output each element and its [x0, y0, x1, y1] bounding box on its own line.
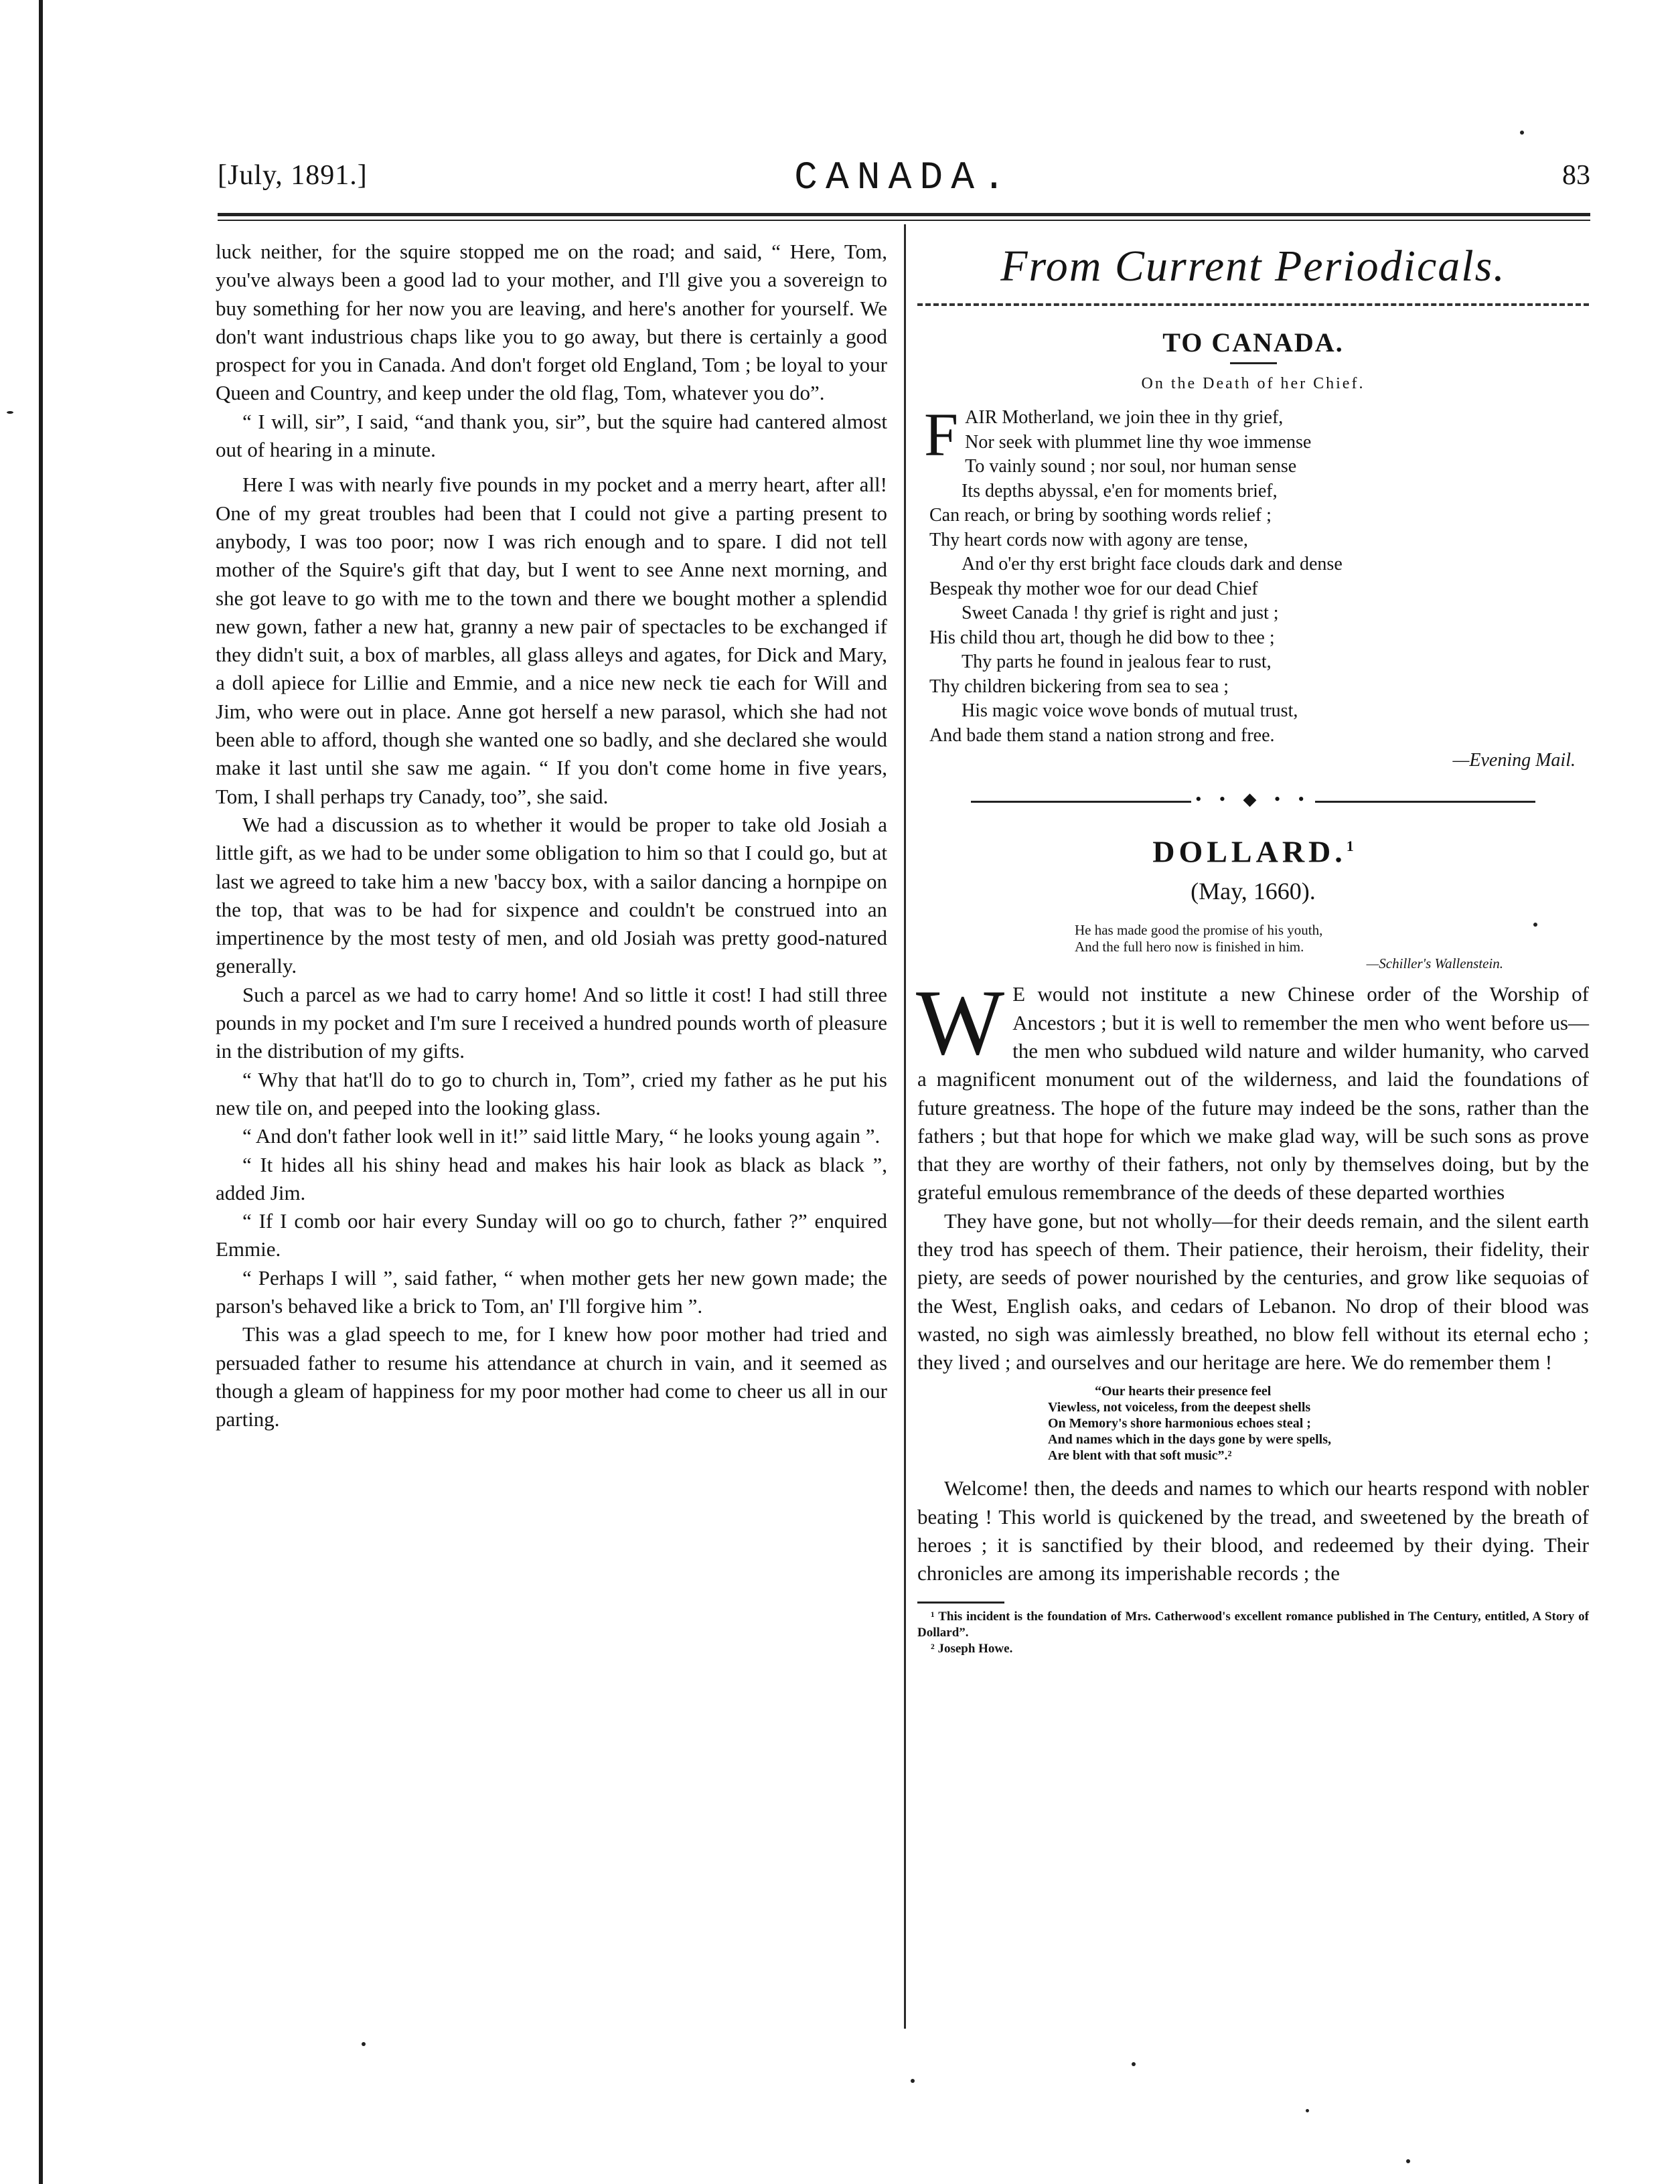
drop-cap: F: [924, 400, 959, 469]
paragraph: “ I will, sir”, I said, “and thank you, sir”, but the squire had cantered almost out of hearing in a minute.: [216, 409, 887, 462]
paragraph: “ And don't father look well in it!” said little Mary, “ he looks young again ”.: [242, 1124, 881, 1148]
article-paragraph-text: E would not institute a new Chinese order of the Worship of Ancestors ; but it is well to remember the men who went before us—the men who subdued wild nature and wilder humanity, who carved a magnificent monument out of the wilderness, and laid the foundations of future greatness. The hope of the future may indeed be the sons, rather than the fathers ; but that hope for which we make glad way, will be such sons as prove that they are worthy of their fathers, not only by themselves doing, but by the grateful emulous remembrance of the deeds of these departed worthies: [917, 982, 1589, 1204]
poem: [917, 400, 1589, 748]
article-title: [917, 827, 1589, 871]
poem-line: His magic voice wove bonds of mutual trust,: [962, 700, 1298, 721]
epigraph-source: —Schiller's Wallenstein.: [1366, 955, 1503, 972]
scan-speck: [362, 2042, 366, 2046]
poem-line: Bespeak thy mother woe for our dead Chief: [929, 578, 1258, 599]
scan-speck: [1406, 2159, 1410, 2163]
poem-source: —Evening Mail.: [1452, 750, 1576, 771]
section-heading: From Current Periodicals.: [1000, 242, 1506, 291]
paragraph: “ If I comb oor hair every Sunday will oo go to church, father ?” enquired Emmie.: [216, 1209, 887, 1261]
ornamental-rule: [971, 789, 1535, 812]
page-number: 83: [1562, 160, 1590, 191]
column-divider: [904, 224, 906, 2029]
article-paragraph: [916, 971, 1589, 1206]
drop-cap: W: [916, 971, 1005, 1075]
epigraph-line: And the full hero now is finished in him.: [1075, 939, 1304, 955]
paragraph: Such a parcel as we had to carry home! And so little it cost! I had still three pounds in my pocket and I'm sure I received a hundred pounds worth of pleasure in the distribution of my gifts.: [216, 982, 887, 1063]
scan-speck: [1306, 2109, 1309, 2112]
footnote: ¹ This incident is the foundation of Mrs. Catherwood's excellent romance published in The Century, entitled, A Story of Dollard”.: [917, 1609, 1589, 1640]
paragraph: “ It hides all his shiny head and makes his hair look as black as black ”, added Jim.: [216, 1152, 887, 1204]
header-rule-thin: [218, 220, 1590, 221]
paragraph: This was a glad speech to me, for I knew how poor mother had tried and persuaded father to resume his attendance at church in vain, and it seemed as though a gleam of happiness for my poor mother had come to cheer us all in our parting.: [216, 1322, 887, 1431]
quote-line: Viewless, not voiceless, from the deepest shells: [1048, 1400, 1311, 1415]
poem-line: Thy heart cords now with agony are tense,: [929, 529, 1248, 550]
article-title-text: DOLLARD.: [1152, 834, 1347, 869]
issue-date: [July, 1891.]: [218, 160, 368, 191]
left-column: [216, 238, 887, 1433]
poem-subtitle: On the Death of her Chief.: [1141, 375, 1365, 392]
scan-speck: [7, 411, 13, 414]
poem-line: Its depths abyssal, e'en for moments brief,: [962, 480, 1278, 501]
footnote-marker: 1: [1346, 838, 1354, 854]
binding-edge-rule: [39, 0, 43, 2184]
right-column: [917, 238, 1589, 1657]
scan-speck: [1132, 2062, 1136, 2066]
periodical-title: CANADA.: [794, 157, 1014, 200]
quote-line: On Memory's shore harmonious echoes steal ;: [1048, 1416, 1311, 1431]
quote-line: And names which in the days gone by were spells,: [1048, 1432, 1332, 1448]
poem-line: Can reach, or bring by soothing words relief ;: [929, 505, 1272, 526]
poem-line: And bade them stand a nation strong and free.: [929, 724, 1275, 746]
poem-title: TO CANADA.: [1162, 327, 1344, 358]
poem-line: Sweet Canada ! thy grief is right and just ;: [962, 603, 1279, 623]
epigraph: [1075, 922, 1503, 972]
article-paragraph: They have gone, but not wholly—for their deeds remain, and the silent earth they trod has speech of them. Their patience, their heroism, their fidelity, their piety, are seeds of power nourished by the centuries, and grow like sequoias of the West, English oaks, and cedars of Lebanon. No drop of their blood was wasted, no sigh was aimlessly breathed, no blow fell without its eternal echo ; they lived ; and ourselves and our heritage are here. We do remember them !: [917, 1208, 1589, 1375]
poem-line: His child thou art, though he did bow to thee ;: [929, 627, 1275, 648]
header-rule-thick: [218, 213, 1590, 216]
epigraph-line: He has made good the promise of his youth,: [1075, 922, 1323, 939]
footnote: ² Joseph Howe.: [931, 1641, 1013, 1656]
quote-line: Are blent with that soft music”.²: [1048, 1448, 1232, 1464]
scan-speck: [1520, 131, 1524, 135]
paragraph: Here I was with nearly five pounds in my pocket and a merry heart, after all! One of my great troubles had been that I could not give a parting present to anybody, I was too poor; now I was rich enough and to spare. I did not tell mother of the Squire's gift that day, but I went to see Anne next morning, and she got leave to go with me to the town and there we bought mother a splendid new gown, father a new hat, granny a new pair of spectacles to be exchanged if they didn't suit, a box of marbles, all glass alleys and agates, for Dick and Mary, a doll apiece for Lillie and Emmie, and a nice new neck tie each for Will and Jim, who were out in place. Anne got herself a new parasol, which she had not been able to afford, though she wanted one so badly, and she declared she would make it last until she saw me again. “ If you don't come home in five years, Tom, I shall perhaps try Canady, too”, she said.: [216, 473, 887, 808]
paragraph: We had a discussion as to whether it would be proper to take old Josiah a little gift, as we had to be under some obligation to him so that I could go, but at last we agreed to take him a new 'baccy box, with a sailor dancing a hornpipe on the top, that was to be had for sixpence and couldn't be construed into an impertinence by the most testy of men, and old Josiah was pretty good-natured generally.: [216, 812, 887, 978]
ornament-glyphs: • • ◆ • •: [1191, 789, 1314, 809]
quote-line: “Our hearts their presence feel: [1095, 1384, 1272, 1399]
article-paragraph: Welcome! then, the deeds and names to which our hearts respond with nobler beating ! This world is quickened by the tread, and sweetened by the breath of heroes ; it is sanctified by their blood, and redeemed by their dying. Their chronicles are among its imperishable records ; the: [917, 1476, 1589, 1585]
footnote-rule: [917, 1602, 1004, 1604]
section-rule: [917, 303, 1589, 306]
poem-line: To vainly sound ; nor soul, nor human sense: [965, 456, 1297, 477]
poem-line: And o'er thy erst bright face clouds dark and dense: [962, 554, 1343, 574]
paragraph: “ Why that hat'll do to go to church in, Tom”, cried my father as he put his new tile on, and peeped into the looking glass.: [216, 1067, 887, 1119]
poem-line: Thy children bickering from sea to sea ;: [929, 676, 1229, 697]
poem-title-rule: [1230, 362, 1277, 364]
scan-speck: [911, 2079, 915, 2083]
poem-line: Nor seek with plummet line thy woe immense: [965, 431, 1312, 453]
footnotes: [917, 1609, 1589, 1657]
paragraph: luck neither, for the squire stopped me on the road; and said, “ Here, Tom, you've always been a good lad to your mother, and I'll give you a sovereign to buy something for her now you are leaving, and here's another for yourself. We don't want industrious chaps like you to go away, but there is certainly a good prospect for you in Canada. And don't forget old England, Tom ; be loyal to your Queen and Country, and keep under the old flag, Tom, whatever you do”.: [216, 240, 887, 405]
poem-line: AIR Motherland, we join thee in thy grief,: [965, 407, 1284, 428]
poem-line: Thy parts he found in jealous fear to rust,: [962, 651, 1272, 672]
article-date: (May, 1660).: [1191, 878, 1316, 905]
paragraph: “ Perhaps I will ”, said father, “ when mother gets her new gown made; the parson's behaved like a brick to Tom, an' I'll forgive him ”.: [216, 1265, 887, 1318]
scan-speck: [1533, 923, 1537, 927]
quoted-verse: [1048, 1383, 1423, 1464]
running-head: [218, 159, 1590, 213]
